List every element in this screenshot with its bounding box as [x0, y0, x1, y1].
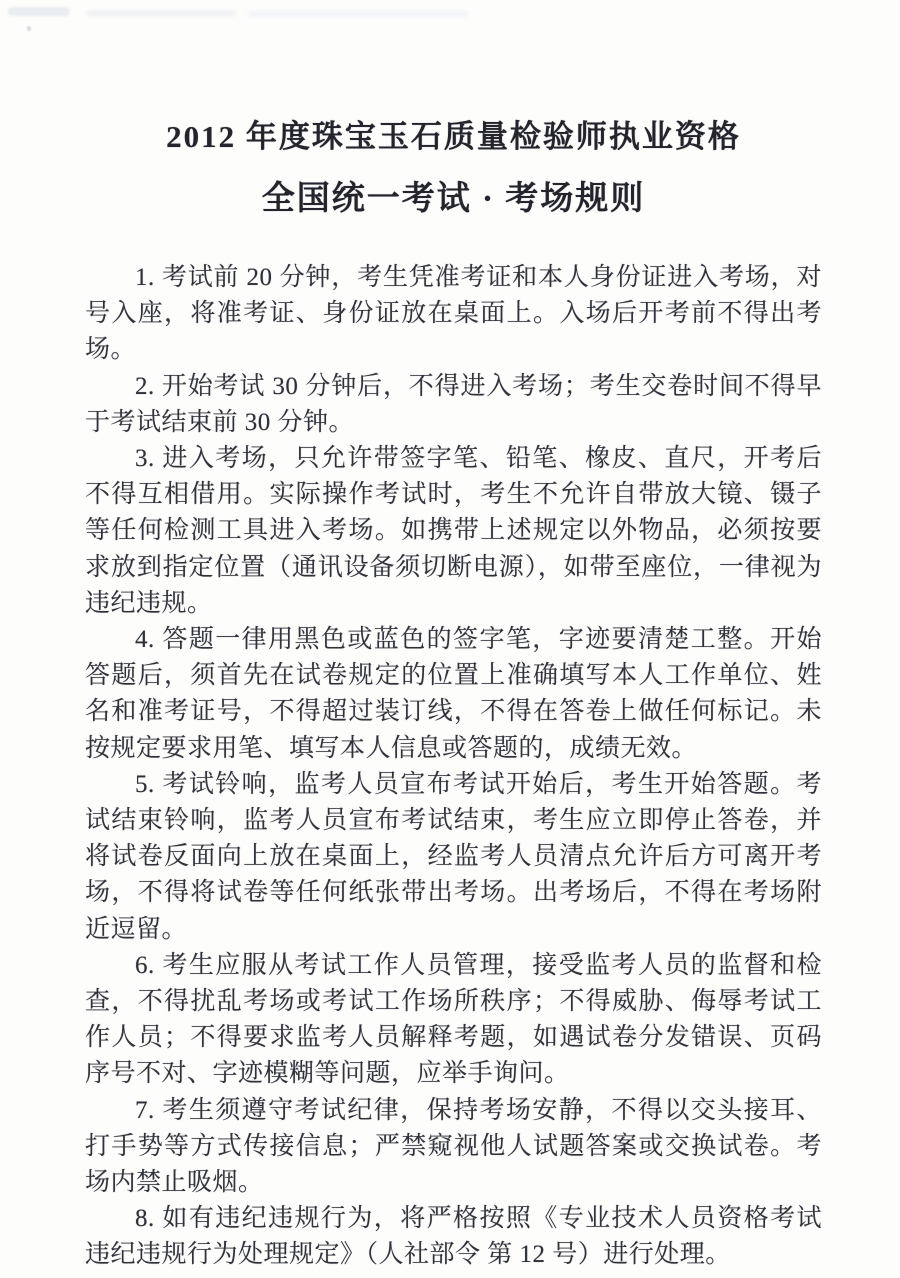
rule-paragraph-3: 3. 进入考场，只允许带签字笔、铅笔、橡皮、直尺，开考后不得互相借用。实际操作考试时，考生不允许自带放大镜、镊子等任何检测工具进入考场。如携带上述规定以外物品，必须按要求放到指定位置（通讯设备须切断电源），如带至座位，一律视为违纪违规。: [85, 445, 822, 617]
rule-paragraph-7: 7. 考生须遵守考试纪律，保持考场安静，不得以交头接耳、打手势等方式传接信息；严禁窥视他人试题答案或交换试卷。考场内禁止吸烟。: [85, 1096, 822, 1197]
document-title-line-2: 全国统一考试 · 考场规则: [261, 181, 646, 217]
document-title: [85, 116, 822, 220]
rule-paragraph-2: 2. 开始考试 30 分钟后，不得进入考场；考生交卷时间不得早于考试结束前 30 分钟。: [85, 372, 822, 436]
rule-paragraph-1: 1. 考试前 20 分钟，考生凭准考证和本人身份证进入考场，对号入座，将准考证、身份证放在桌面上。入场后开考前不得出考场。: [85, 264, 822, 364]
rule-paragraph-4: 4. 答题一律用黑色或蓝色的签字笔，字迹要清楚工整。开始答题后，须首先在试卷规定的位置上准确填写本人工作单位、姓名和准考证号，不得超过装订线，不得在答卷上做任何标记。未按规定要求用笔、填写本人信息或答题的，成绩无效。: [85, 626, 822, 762]
document-content: [85, 0, 822, 1274]
rule-paragraph-6: 6. 考生应服从考试工作人员管理，接受监考人员的监督和检查，不得扰乱考场或考试工作场所秩序；不得威胁、侮辱考试工作人员；不得要求监考人员解释考题，如遇试卷分发错误、页码序号不对、字迹模糊等问题，应举手询问。: [85, 951, 822, 1088]
rules-body: [85, 260, 822, 1274]
rule-paragraph-8: 8. 如有违纪违规行为，将严格按照《专业技术人员资格考试违纪违规行为处理规定》（人社部令 第 12 号）进行处理。: [85, 1205, 822, 1269]
scan-smudge-artifact: [27, 26, 31, 31]
rule-paragraph-5: 5. 考试铃响，监考人员宣布考试开始后，考生开始答题。考试结束铃响，监考人员宣布考试结束，考生应立即停止答卷，并将试卷反面向上放在桌面上，经监考人员清点允许后方可离开考场，不得将试卷等任何纸张带出考场。出考场后，不得在考场附近逗留。: [85, 770, 822, 943]
document-title-line-1: 2012 年度珠宝玉石质量检验师执业资格: [166, 119, 741, 154]
scan-smudge-artifact: [8, 7, 70, 16]
